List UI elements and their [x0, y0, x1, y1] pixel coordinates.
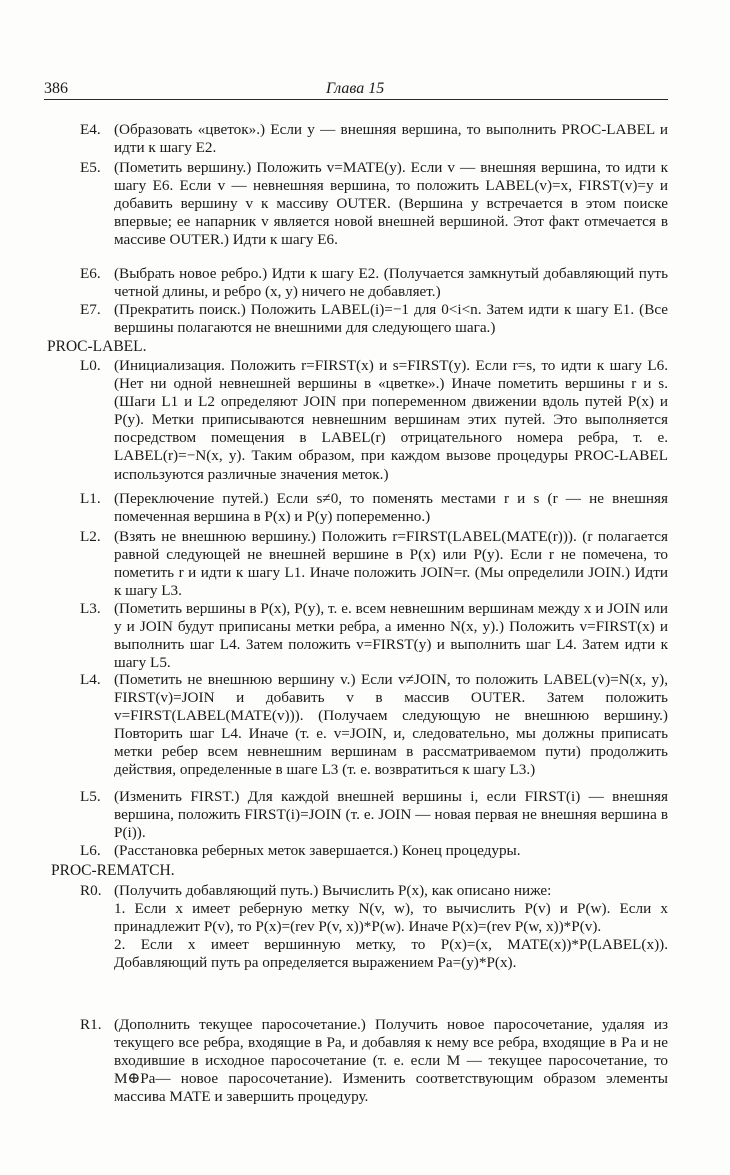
step-text: (Расстановка реберных меток завершается.) Конец процедуры. [114, 842, 521, 859]
step-label: L4. [80, 671, 101, 688]
chapter-title: Глава 15 [326, 80, 385, 97]
step-r0-case-1: 1. Если x имеет реберную метку N(v, w), то вычислить P(v) и P(w). Если x принадлежит P(v), то P(x)=(rev P(v, x))*P(w). Иначе P(x)=(rev P(w, x))*P(v). [114, 900, 668, 936]
step-text: (Взять не внешнюю вершину.) Положить r=FIRST(LABEL(MATE(r))). (r полагается равной следующей не внешней вершине в P(x) или P(y). Если r не помечена, то пометить r и идти к шагу L1. Иначе положить JOIN=r. (Мы определили JOIN.) Идти к шагу L3. [114, 528, 668, 600]
section-proc-rematch: PROC-REMATCH. [51, 862, 175, 879]
step-text: (Пометить вершины в P(x), P(y), т. е. всем невнешним вершинам между x и JOIN или y и JOIN будут приписаны метки ребра, а именно N(x, y).) Положить v=FIRST(x) и выполнить шаг L4. Затем положить v=FIRST(y) и выполнить шаг L4. Затем идти к шагу L5. [114, 600, 668, 672]
step-text: (Прекратить поиск.) Положить LABEL(i)=−1 для 0<i<n. Затем идти к шагу E1. (Все вершины полагаются не внешними для следующего шага.) [114, 301, 668, 337]
step-e7 [80, 301, 668, 337]
step-label: L6. [80, 842, 101, 859]
step-e5 [80, 159, 668, 249]
step-label: E5. [80, 159, 101, 176]
step-l2 [80, 528, 668, 600]
step-text [114, 882, 668, 972]
header-rule [44, 99, 668, 100]
step-label: L0. [80, 357, 101, 374]
step-l4 [80, 671, 668, 780]
step-text: (Инициализация. Положить r=FIRST(x) и s=FIRST(y). Если r=s, то идти к шагу L6. (Нет ни одной невнешней вершины в «цветке».) Иначе пометить вершины r и s. (Шаги L1 и L2 определяют JOIN при попеременном движении вдоль путей P(x) и P(y). Метки приписываются невнешним вершинам этих путей. Это выполняется посредством помещения в LABEL(r) отрицательного номера ребра, т. е. LABEL(r)=−N(x, y). Таким образом, при каждом вызове процедуры PROC-LABEL используются различные значения меток.) [114, 357, 668, 483]
step-l1 [80, 490, 668, 526]
step-label: L3. [80, 600, 101, 617]
step-label: E4. [80, 121, 101, 138]
step-l3 [80, 600, 668, 672]
step-text: (Дополнить текущее паросочетание.) Получить новое паросочетание, удаляя из текущего все ребра, входящие в Pa, и добавляя к нему все ребра, входящие в Pa и не входившие в исходное паросочетание (т. е. если M — текущее паросочетание, то M⊕Pa— новое паросочетание). Изменить соответствующим образом элементы массива MATE и завершить процедуру. [114, 1016, 668, 1106]
step-label: L5. [80, 788, 101, 805]
step-r1 [80, 1016, 668, 1106]
step-label: R1. [80, 1016, 102, 1033]
step-label: E6. [80, 265, 101, 282]
step-text: (Переключение путей.) Если s≠0, то поменять местами r и s (r — не внешняя помеченная вершина в P(x) и P(y) попеременно.) [114, 490, 668, 526]
step-r0-intro: (Получить добавляющий путь.) Вычислить P(x), как описано ниже: [114, 882, 552, 899]
step-e6 [80, 265, 668, 301]
step-label: L2. [80, 528, 101, 545]
step-label: L1. [80, 490, 101, 507]
page-number: 386 [44, 80, 68, 97]
step-label: R0. [80, 882, 102, 899]
step-label: E7. [80, 301, 101, 318]
step-l6 [80, 842, 668, 860]
page-header [44, 80, 668, 100]
step-e4 [80, 121, 668, 157]
step-r0-case-2: 2. Если x имеет вершинную метку, то P(x)=(x, MATE(x))*P(LABEL(x)). Добавляющий путь pa определяется выражением Pa=(y)*P(x). [114, 936, 668, 972]
step-text: (Образовать «цветок».) Если y — внешняя вершина, то выполнить PROC-LABEL и идти к шагу E2. [114, 121, 668, 157]
step-text: (Выбрать новое ребро.) Идти к шагу E2. (Получается замкнутый добавляющий путь четной длины, и ребро (x, y) ничего не добавляет.) [114, 265, 668, 301]
step-l0 [80, 357, 668, 484]
step-text: (Пометить вершину.) Положить v=MATE(y). Если v — внешняя вершина, то идти к шагу E6. Если v — невнешняя вершина, то положить LABEL(v)=x, FIRST(v)=y и добавить вершину v к массиву OUTER. (Вершина y встречается в этом поиске впервые; ее напарник v является новой внешней вершиной. Этот факт отмечается в массиве OUTER.) Идти к шагу E6. [114, 159, 668, 249]
step-r0 [80, 882, 668, 972]
step-l5 [80, 788, 668, 842]
section-proc-label: PROC-LABEL. [47, 338, 147, 355]
step-text: (Пометить не внешнюю вершину v.) Если v≠JOIN, то положить LABEL(v)=N(x, y), FIRST(v)=JOIN и добавить v в массив OUTER. Затем положить v=FIRST(LABEL(MATE(v))). (Получаем следующую не внешнюю вершину.) Повторить шаг L4. Иначе (т. е. v=JOIN, и, следовательно, мы должны приписать метки ребер всем невнешним вершинам в рассматриваемом пути) продолжить действия, определенные в шаге L3 (т. е. возвратиться к шагу L3.) [114, 671, 668, 779]
step-text: (Изменить FIRST.) Для каждой внешней вершины i, если FIRST(i) — внешняя вершина, положить FIRST(i)=JOIN (т. е. JOIN — новая первая не внешняя вершина в P(i)). [114, 788, 668, 842]
